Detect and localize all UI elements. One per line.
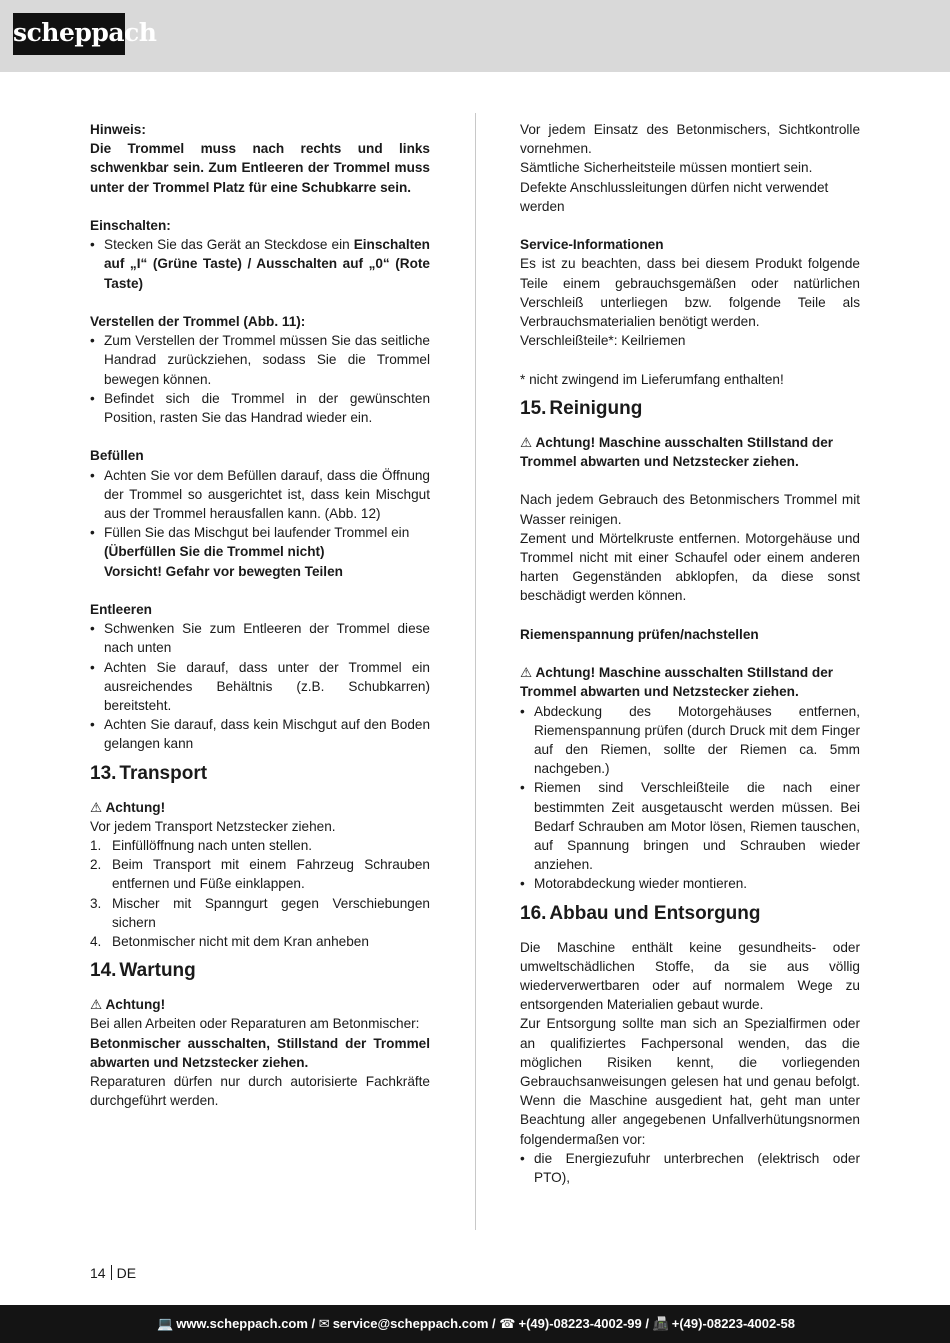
list-item: • Achten Sie darauf, dass unter der Trommel ein ausreichendes Behältnis (z.B. Schubkarren) bereitsteht.	[90, 659, 430, 714]
bullet-icon: •	[520, 780, 525, 796]
riemen-title: Riemenspannung prüfen/nachstellen	[520, 626, 759, 642]
reinigung-text: Nach jedem Gebrauch des Betonmischers Trommel mit Wasser reinigen.	[520, 492, 860, 527]
einschalten-title: Einschalten:	[90, 218, 171, 233]
reinigung-warning: ⚠ Achtung! Maschine ausschalten Stillstand der Trommel abwarten und Netzstecker ziehen.	[520, 434, 834, 470]
list-item: • Zum Verstellen der Trommel müssen Sie das seitliche Handrad zurückziehen, sodass Sie die Trommel bewegen können.	[90, 333, 430, 387]
service-title: Service-Informationen	[520, 237, 664, 253]
transport-warning: ⚠ Achtung!	[90, 799, 166, 815]
footer-band	[0, 1305, 950, 1343]
list-item: • Füllen Sie das Mischgut bei laufender Trommel ein (Überfüllen Sie die Trommel nicht) Vorsicht! Gefahr vor bewegten Teilen	[90, 525, 410, 579]
abbau-list	[520, 1149, 860, 1187]
bullet-icon: •	[520, 703, 525, 719]
list-item: • Motorabdeckung wieder montieren.	[520, 874, 860, 893]
section-heading-reinigung: 15. Reinigung	[520, 397, 643, 419]
phone-number: +(49)-08223-4002-99 /	[518, 1316, 649, 1331]
list-item: • die Energiezufuhr unterbrechen (elektrisch oder PTO),	[520, 1150, 860, 1186]
list-item: • Abdeckung des Motorgehäuses entfernen, Riemenspannung prüfen (durch Druck mit dem Finger auf den Riemen, sollte der Riemen ca. 5mm nachgeben.)	[520, 703, 860, 777]
list-item: • Riemen sind Verschleißteile die nach einer bestimmten Zeit ausgetauscht werden müssen. Bei Bedarf Schrauben am Motor lösen, Riemen tauschen, auf Spannung bringen und Schrauben wieder anziehen.	[520, 780, 860, 873]
list-item: 4. Betonmischer nicht mit dem Kran anheben	[90, 934, 369, 950]
website-link[interactable]: www.scheppach.com /	[176, 1316, 316, 1331]
befuellen-list	[90, 466, 430, 581]
right-column	[520, 120, 860, 1187]
scheppach-logo: scheppach	[13, 13, 125, 55]
warning-icon: ⚠	[520, 665, 533, 681]
list-item: 3. Mischer mit Spanngurt gegen Verschiebungen sichern	[90, 895, 430, 930]
list-item: • Achten Sie vor dem Befüllen darauf, dass die Öffnung der Trommel so ausgerichtet ist, dass kein Mischgut aus der Trommel herausfallen kann. (Abb. 12)	[90, 467, 430, 522]
fax-number: +(49)-08223-4002-58	[671, 1316, 795, 1331]
bullet-icon: •	[520, 1150, 525, 1166]
page-number: 14 DE	[90, 1265, 137, 1281]
fax-icon: 📠	[652, 1316, 669, 1331]
wartung-warning: ⚠ Achtung!	[90, 997, 166, 1013]
list-item: • Achten Sie darauf, dass kein Mischgut auf den Boden gelangen kann	[90, 717, 430, 752]
bullet-icon: •	[90, 390, 95, 406]
entleeren-list	[90, 619, 430, 753]
hinweis-text: Die Trommel muss nach rechts und links schwenkbar sein. Zum Entleeren der Trommel muss unter der Trommel Platz für eine Schubkarre sein.	[90, 141, 430, 195]
section-heading-transport: 13. Transport	[90, 762, 208, 784]
email-link[interactable]: service@scheppach.com /	[332, 1316, 496, 1331]
wartung-text-2: Reparaturen dürfen nur durch autorisierte Fachkräfte durchgeführt werden.	[90, 1074, 430, 1109]
section-heading-wartung: 14. Wartung	[90, 960, 196, 982]
riemen-list	[520, 702, 860, 894]
bullet-icon: •	[90, 717, 95, 733]
bullet-icon: •	[90, 237, 95, 253]
verstellen-list	[90, 331, 430, 427]
list-item: • Befindet sich die Trommel in der gewünschten Position, rasten Sie das Handrad wieder ein.	[90, 390, 430, 426]
list-item: • Schwenken Sie zum Entleeren der Trommel diese nach unten	[90, 621, 430, 656]
abbau-text-2: Zur Entsorgung sollte man sich an Spezialfirmen oder an qualifiziertes Fachpersonal wenden, das die möglichen Risiken kennt, die vorliegenden Gebrauchsanweisungen gelesen hat und genau befolgt. Wenn die Maschine ausgedient hat, geht man unter Beachtung aller angegebenen Unfallverhütungsnormen folgendermaßen vor:	[520, 1016, 860, 1147]
bullet-icon: •	[90, 659, 95, 675]
warning-icon: ⚠	[90, 799, 103, 815]
entleeren-title: Entleeren	[90, 602, 152, 618]
intro-line: Vor jedem Einsatz des Betonmischers, Sichtkontrolle vornehmen.	[520, 122, 860, 157]
warning-icon: ⚠	[520, 434, 533, 450]
mail-icon: ✉	[318, 1316, 330, 1331]
computer-icon: 💻	[157, 1316, 174, 1331]
list-item: 2. Beim Transport mit einem Fahrzeug Schrauben entfernen und Füße einklappen.	[90, 857, 430, 892]
transport-intro: Vor jedem Transport Netzstecker ziehen.	[90, 818, 336, 834]
wartung-text: Bei allen Arbeiten oder Reparaturen am Betonmischer:	[90, 1016, 420, 1032]
phone-icon: ☎	[499, 1316, 516, 1331]
bullet-icon: •	[90, 333, 95, 349]
riemen-warning: ⚠ Achtung! Maschine ausschalten Stillstand der Trommel abwarten und Netzstecker ziehen.	[520, 665, 834, 700]
warning-icon: ⚠	[90, 997, 103, 1013]
list-item: • Stecken Sie das Gerät an Steckdose ein Einschalten auf „I“ (Grüne Taste) / Ausschalten auf „0“ (Rote Taste)	[90, 237, 430, 291]
service-parts: Verschleißteile*: Keilriemen	[520, 333, 686, 349]
bullet-icon: •	[520, 876, 525, 892]
bullet-icon: •	[90, 525, 95, 541]
column-divider	[475, 113, 476, 1230]
service-text: Es ist zu beachten, dass bei diesem Produkt folgende Teile einem gebrauchsgemäßen oder natürlichen Verschleiß unterliegen bzw. folgende Teile als Verbrauchsmaterialien benötigt werden.	[520, 256, 860, 330]
befuellen-title: Befüllen	[90, 448, 144, 464]
abbau-text: Die Maschine enthält keine gesundheits- oder umweltschädlichen Stoffe, da sie aus völlig wiederverwertbaren oder auf normalem Wege zu entsorgenden Materialien gebaut wurde.	[520, 939, 860, 1013]
verstellen-title: Verstellen der Trommel (Abb. 11):	[90, 314, 306, 329]
bullet-icon: •	[90, 621, 95, 637]
left-column	[90, 120, 430, 1110]
hinweis-title: Hinweis:	[90, 122, 146, 137]
bullet-icon: •	[90, 467, 95, 483]
service-note: * nicht zwingend im Lieferumfang enthalten!	[520, 371, 784, 387]
list-item: 1. Einfüllöffnung nach unten stellen.	[90, 838, 313, 854]
intro-line: Defekte Anschlussleitungen dürfen nicht verwendet werden	[520, 179, 829, 214]
intro-line: Sämtliche Sicherheitsteile müssen montiert sein.	[520, 160, 813, 176]
section-heading-abbau: 16. Abbau und Entsorgung	[520, 902, 761, 924]
reinigung-text-2: Zement und Mörtelkruste entfernen. Motorgehäuse und Trommel nicht mit einer Schaufel oder einem anderen harten Gegenständen abklopfen, da diese sonst beschädigt werden können.	[520, 530, 860, 604]
einschalten-list	[90, 235, 430, 293]
transport-list	[90, 836, 430, 951]
wartung-bold-text: Betonmischer ausschalten, Stillstand der Trommel abwarten und Netzstecker ziehen.	[90, 1035, 430, 1070]
header-band	[0, 0, 950, 72]
